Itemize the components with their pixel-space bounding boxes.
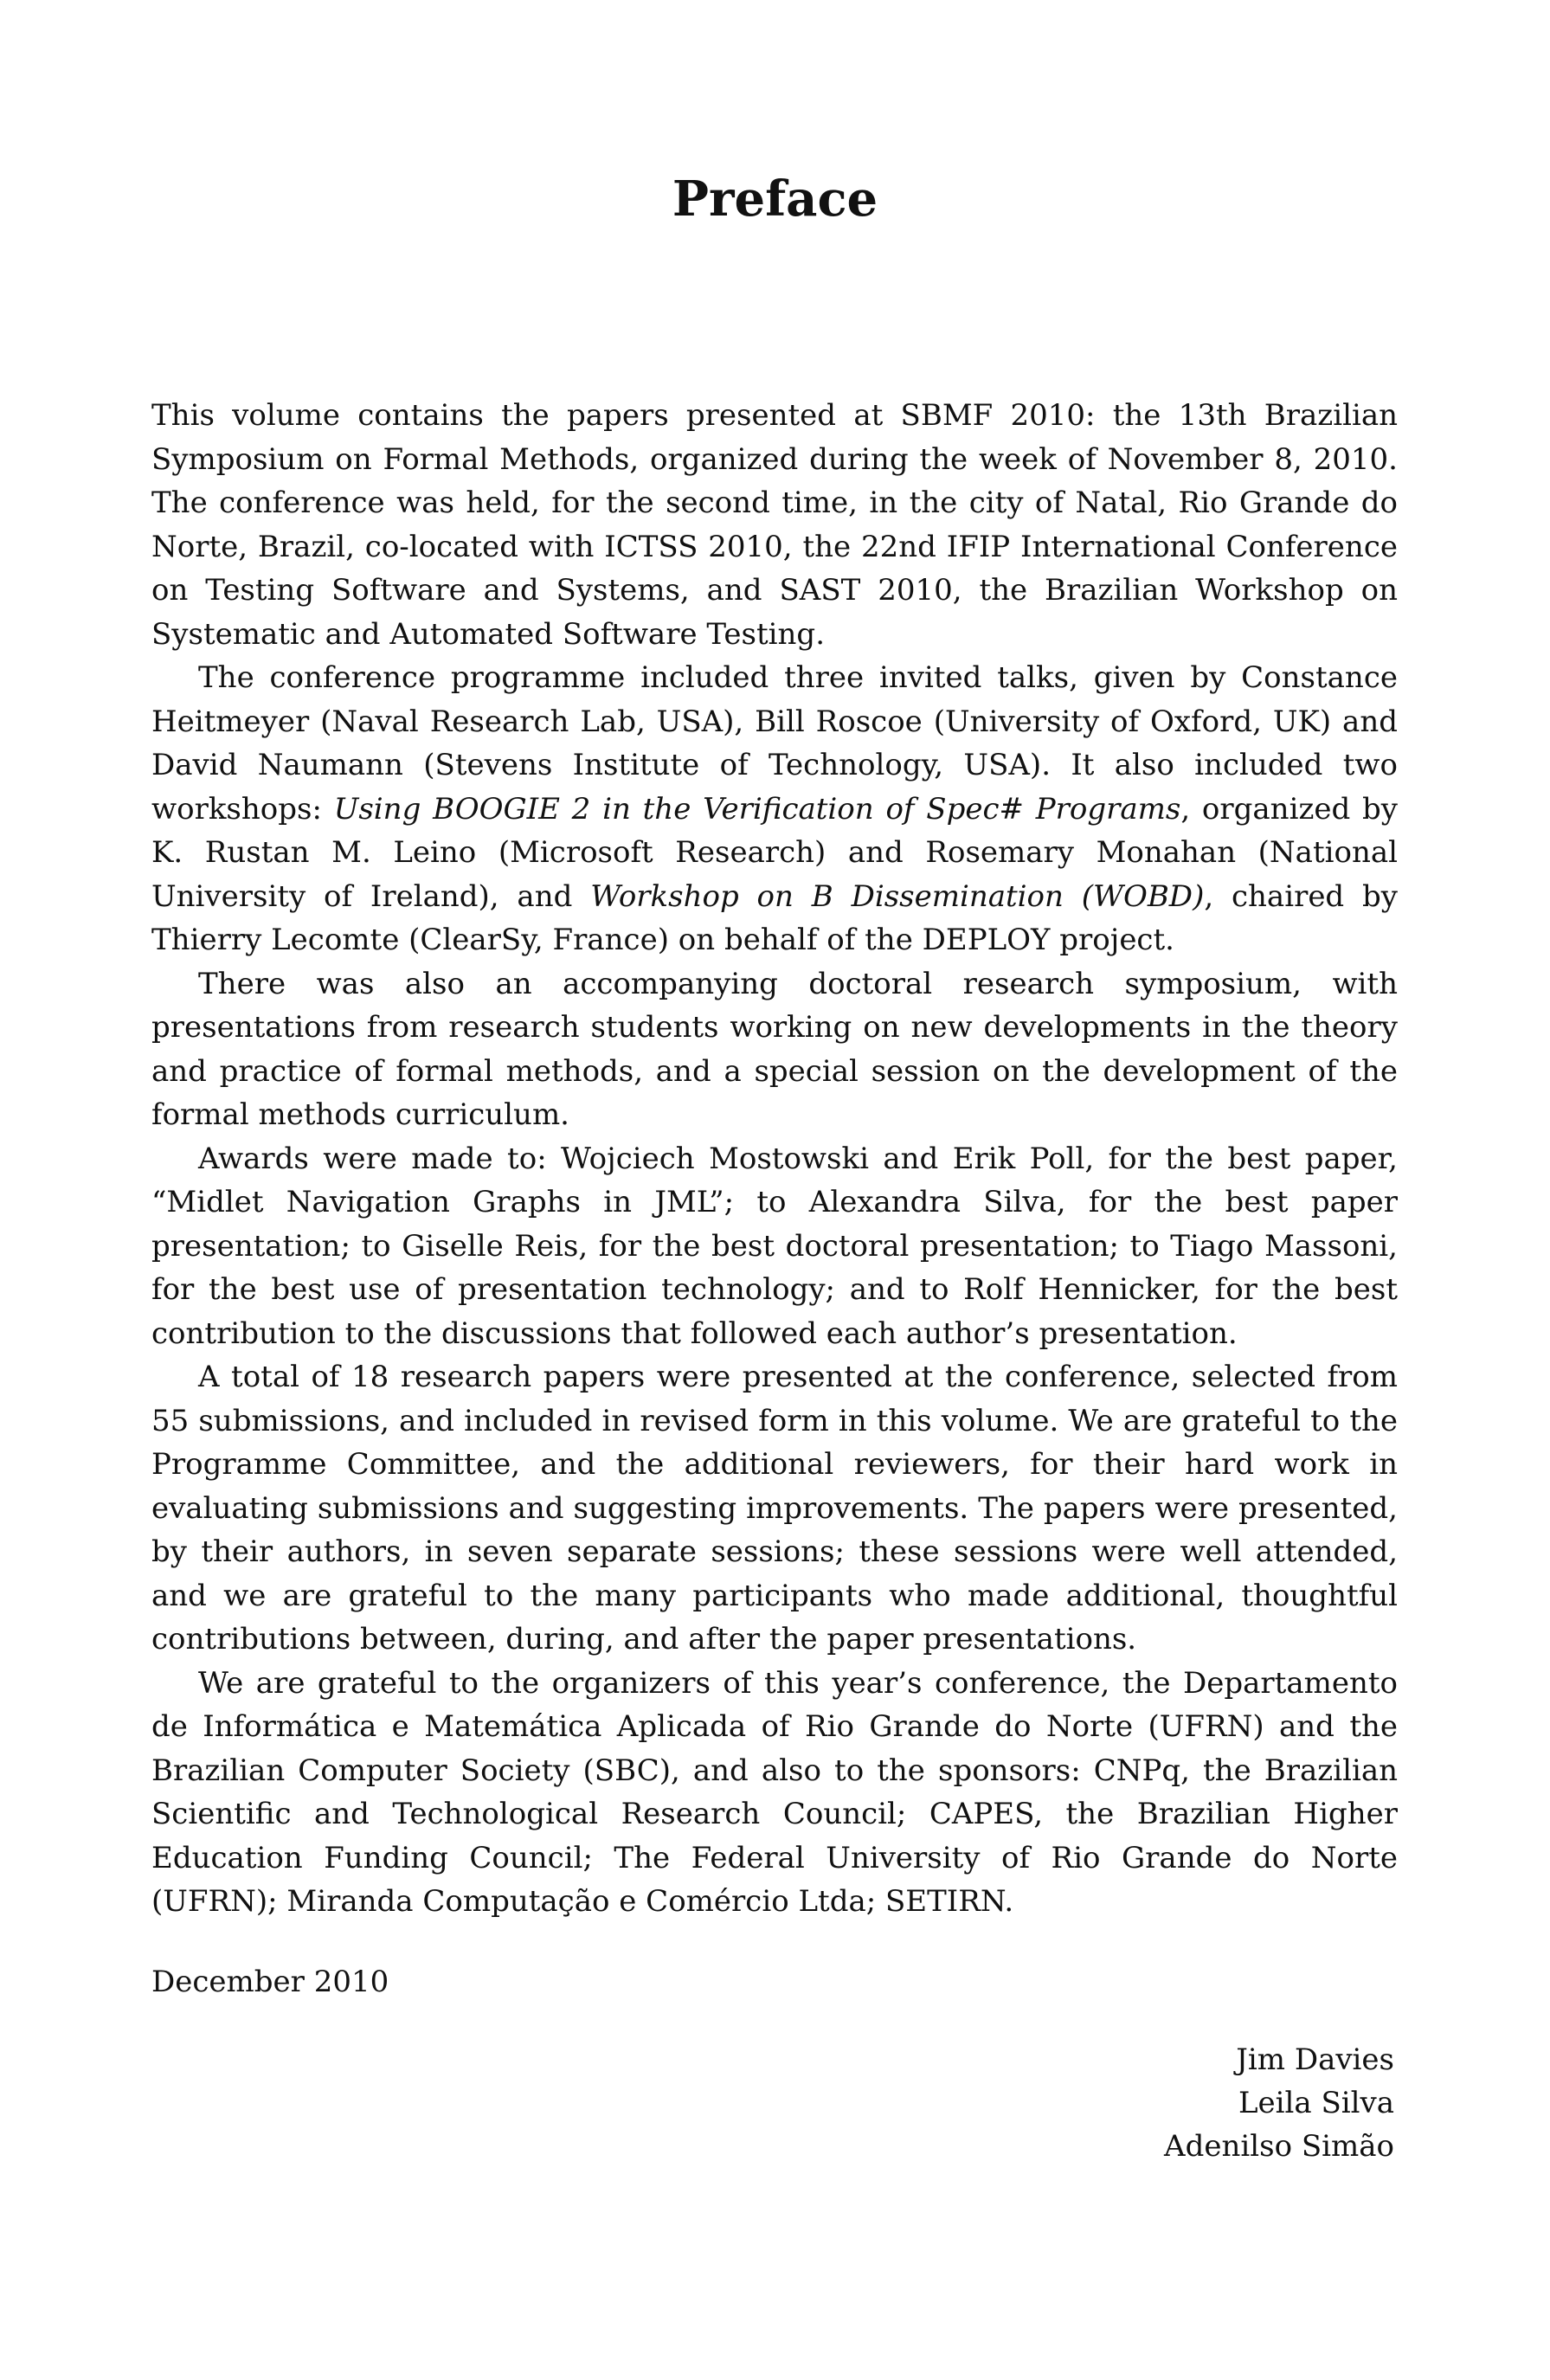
signatory-name: Jim Davies (1236, 2042, 1394, 2077)
paragraph-acknowledgements: We are grateful to the organizers of this year’s conference, the Departamento de Informática e Matemática Aplicada of Rio Grande do Norte (UFRN) and the Brazilian Computer Society (SBC), and also to the sponsors: CNPq, the Brazilian Scientific and Technological Research Council; CAPES, the Brazilian Higher Education Funding Council; The Federal University of Rio Grande do Norte (UFRN); Miranda Computação e Comércio Ltda; SETIRN. (151, 1665, 1398, 1919)
preface-date: December 2010 (151, 1965, 389, 1999)
workshop-title-wobd: Workshop on B Dissemination (WOBD) (590, 878, 1205, 914)
body-text (151, 394, 1398, 1924)
paragraph-programme-text-1: The conference programme included three invited talks, given by Constance Heitmeyer (Naval Research Lab, USA), Bill Roscoe (University of Oxford, UK) and David Naumann (Stevens Institute of Technology, USA). It also included two workshops: (151, 660, 1398, 827)
signatory-name: Leila Silva (1238, 2086, 1394, 2120)
paragraph-papers: A total of 18 research papers were presented at the conference, selected from 55 submissions, and included in revised form in this volume. We are grateful to the Programme Committee, and the additional reviewers, for their hard work in evaluating submissions and suggesting improvements. The papers were presented, by their authors, in seven separate sessions; these sessions were well attended, and we are grateful to the many participants who made additional, thoughtful contributions between, during, and after the paper presentations. (151, 1360, 1398, 1656)
paragraph-intro: This volume contains the papers presented at SBMF 2010: the 13th Brazilian Symposium on Formal Methods, organized during the week of November 8, 2010. The conference was held, for the second time, in the city of Natal, Rio Grande do Norte, Brazil, co-located with ICTSS 2010, the 22nd IFIP International Conference on Testing Software and Systems, and SAST 2010, the Brazilian Workshop on Systematic and Automated Software Testing. (151, 398, 1398, 652)
paragraph-awards: Awards were made to: Wojciech Mostowski and Erik Poll, for the best paper, “Midlet Navigation Graphs in JML”; to Alexandra Silva, for the best paper presentation; to Giselle Reis, for the best doctoral presentation; to Tiago Massoni, for the best use of presentation technology; and to Rolf Hennicker, for the best contribution to the discussions that followed each author’s presentation. (151, 1141, 1398, 1351)
paragraph-doctoral-symposium: There was also an accompanying doctoral research symposium, with presentations from research students working on new developments in the theory and practice of formal methods, and a special session on the development of the formal methods curriculum. (151, 966, 1398, 1132)
paragraph-programme-text-2: , organized by K. Rustan M. Leino (Microsoft Research) and Rosemary Monahan (National University of Ireland), and (151, 791, 1399, 914)
paragraph-programme-text-3: , chaired by Thierry Lecomte (ClearSy, France) on behalf of the DEPLOY project. (151, 878, 1399, 957)
signatures (1164, 2038, 1394, 2168)
signatory-name: Adenilso Simão (1164, 2129, 1394, 2164)
workshop-title-boogie: Using BOOGIE 2 in the Verification of Spec# Programs (333, 791, 1181, 827)
paragraph-programme (151, 656, 1398, 962)
page-title: Preface (672, 170, 878, 228)
